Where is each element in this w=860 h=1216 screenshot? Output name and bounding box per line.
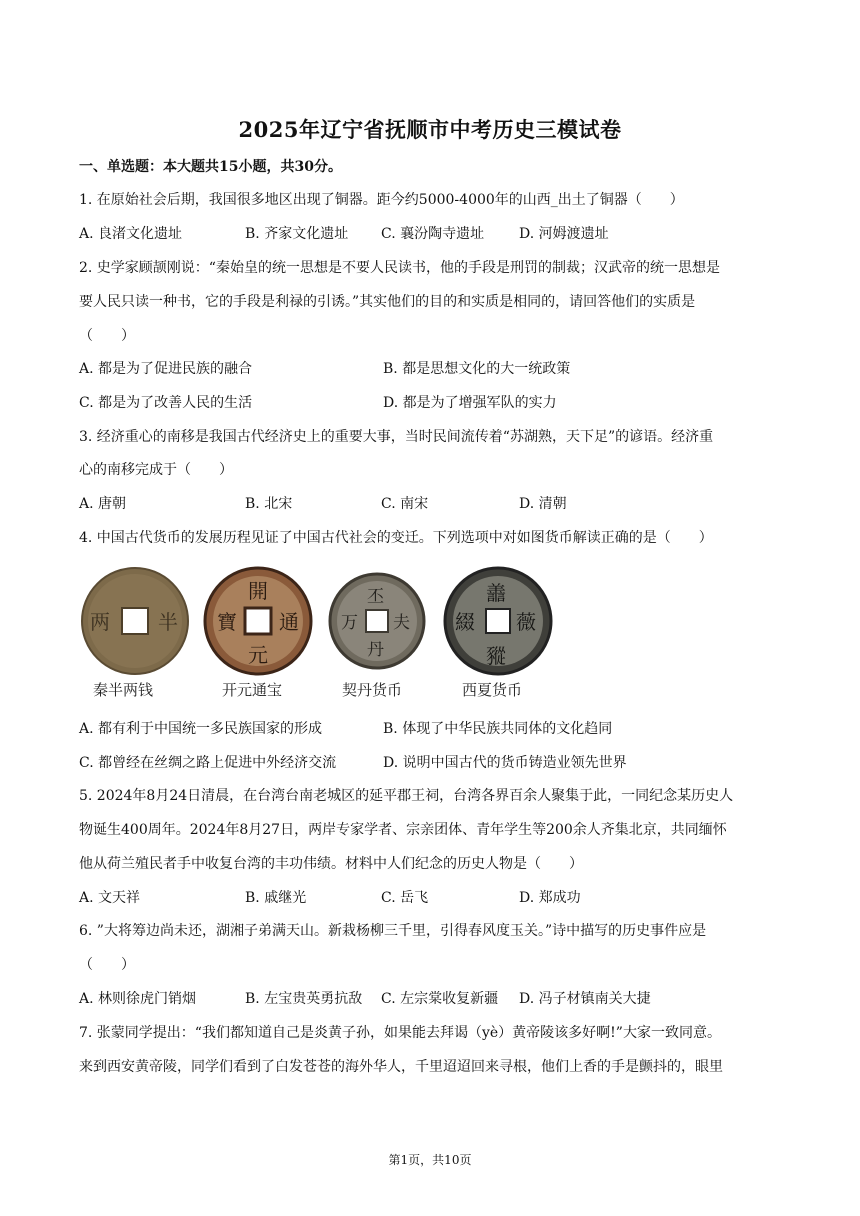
page-footer: 第1页，共10页 — [388, 1153, 472, 1167]
coin-khitan — [330, 574, 424, 668]
option-c[interactable]: C. 岳飞 — [381, 890, 429, 906]
page-title: 2025年辽宁省抚顺市中考历史三模试卷 — [238, 117, 622, 142]
question-5-stem-line2: 物诞生400周年。2024年8月27日，两岸专家学者、宗亲团体、青年学生等200余人齐集北京，共同缅怀 — [79, 822, 727, 838]
option-c[interactable]: C. 都是为了改善人民的生活 — [79, 395, 253, 411]
option-a[interactable]: A. 林则徐虎门销烟 — [79, 991, 197, 1007]
question-2-stem-line2: 要人民只读一种书，它的手段是利禄的引诱。”其实他们的目的和实质是相同的，请回答他们的实质是 — [79, 294, 696, 310]
svg-text:丕: 丕 — [367, 587, 384, 607]
option-d[interactable]: D. 冯子材镇南关大捷 — [519, 991, 651, 1007]
coin-label-2: 开元通宝 — [222, 681, 283, 699]
question-5-stem-line1: 5. 2024年8月24日清晨，在台湾台南老城区的延平郡王祠，台湾各界百余人聚集于此，一同纪念某历史人 — [79, 788, 734, 804]
option-b[interactable]: B. 北宋 — [245, 496, 293, 512]
option-b[interactable]: B. 齐家文化遗址 — [245, 226, 349, 242]
svg-text:通: 通 — [279, 610, 299, 634]
question-5-stem-line3: 他从荷兰殖民者手中收复台湾的丰功伟绩。材料中人们纪念的历史人物是（ ） — [79, 856, 583, 872]
option-d[interactable]: D. 清朝 — [519, 496, 567, 512]
question-4-stem: 4. 中国古代货币的发展历程见证了中国古代社会的变迁。下列选项中对如图货币解读正确的是（ ） — [79, 530, 713, 546]
option-a[interactable]: A. 都是为了促进民族的融合 — [79, 361, 253, 377]
option-c[interactable]: C. 南宋 — [381, 496, 429, 512]
question-2-stem-line1: 2. 史学家顾颉刚说：“秦始皇的统一思想是不要人民读书，他的手段是刑罚的制裁；汉武帝的统一思想是 — [79, 260, 720, 276]
svg-text:万: 万 — [341, 613, 358, 633]
option-a[interactable]: A. 良渚文化遗址 — [79, 226, 183, 242]
option-a[interactable]: A. 唐朝 — [79, 496, 127, 512]
coin-kaiyuan-tongbao — [205, 568, 311, 674]
section-heading: 一、单选题：本大题共15小题，共30分。 — [79, 159, 342, 175]
option-b[interactable]: B. 体现了中华民族共同体的文化趋同 — [383, 721, 613, 737]
question-6-answer-blank: （ ） — [79, 957, 135, 973]
svg-text:譱: 譱 — [486, 581, 506, 605]
option-c[interactable]: C. 左宗棠收复新疆 — [381, 991, 499, 1007]
option-c[interactable]: C. 襄汾陶寺遗址 — [381, 226, 485, 242]
svg-text:丹: 丹 — [367, 640, 384, 660]
svg-text:两: 两 — [90, 610, 110, 634]
coin-western-xia — [445, 568, 551, 674]
svg-text:薇: 薇 — [516, 610, 536, 634]
coin-label-4: 西夏货币 — [462, 681, 523, 699]
option-b[interactable]: B. 左宝贵英勇抗敌 — [245, 991, 363, 1007]
svg-text:豵: 豵 — [486, 644, 506, 668]
option-c[interactable]: C. 都曾经在丝绸之路上促进中外经济交流 — [79, 755, 337, 771]
question-7-stem-line2: 来到西安黄帝陵，同学们看到了白发苍苍的海外华人，千里迢迢回来寻根，他们上香的手是颤抖的，眼里 — [79, 1059, 723, 1075]
question-6-stem-line1: 6. ”大将筹边尚未还，湖湘子弟满天山。新栽杨柳三千里，引得春风度玉关。”诗中描写的历史事件应是 — [79, 923, 707, 939]
question-2-answer-blank: （ ） — [79, 328, 135, 344]
option-a[interactable]: A. 文天祥 — [79, 890, 141, 906]
question-7-stem-line1: 7. 张蒙同学提出：“我们都知道自己是炎黄子孙，如果能去拜谒（yè）黄帝陵该多好啊!”大家一致同意。 — [79, 1025, 721, 1041]
option-d[interactable]: D. 河姆渡遗址 — [519, 226, 609, 242]
svg-text:半: 半 — [158, 610, 178, 634]
option-b[interactable]: B. 戚继光 — [245, 890, 307, 906]
svg-text:開: 開 — [248, 579, 268, 603]
coin-qin-banliang — [82, 568, 188, 674]
svg-text:綴: 綴 — [455, 610, 475, 634]
coin-label-1: 秦半两钱 — [93, 681, 154, 699]
question-3-stem-line1: 3. 经济重心的南移是我国古代经济史上的重要大事，当时民间流传着“苏湖熟，天下足”的谚语。经济重 — [79, 429, 714, 445]
svg-text:元: 元 — [248, 643, 268, 667]
option-d[interactable]: D. 都是为了增强军队的实力 — [383, 395, 557, 411]
coin-label-3: 契丹货币 — [342, 681, 403, 699]
option-b[interactable]: B. 都是思想文化的大一统政策 — [383, 361, 571, 377]
svg-text:寶: 寶 — [217, 610, 237, 634]
option-d[interactable]: D. 郑成功 — [519, 890, 581, 906]
svg-text:夫: 夫 — [393, 613, 410, 633]
question-1-stem: 1. 在原始社会后期，我国很多地区出现了铜器。距今约5000-4000年的山西_出土了铜器（ ） — [79, 192, 684, 208]
question-3-stem-line2: 心的南移完成于（ ） — [79, 462, 233, 478]
option-d[interactable]: D. 说明中国古代的货币铸造业领先世界 — [383, 755, 627, 771]
option-a[interactable]: A. 都有利于中国统一多民族国家的形成 — [79, 721, 323, 737]
coin-figure — [80, 566, 570, 702]
